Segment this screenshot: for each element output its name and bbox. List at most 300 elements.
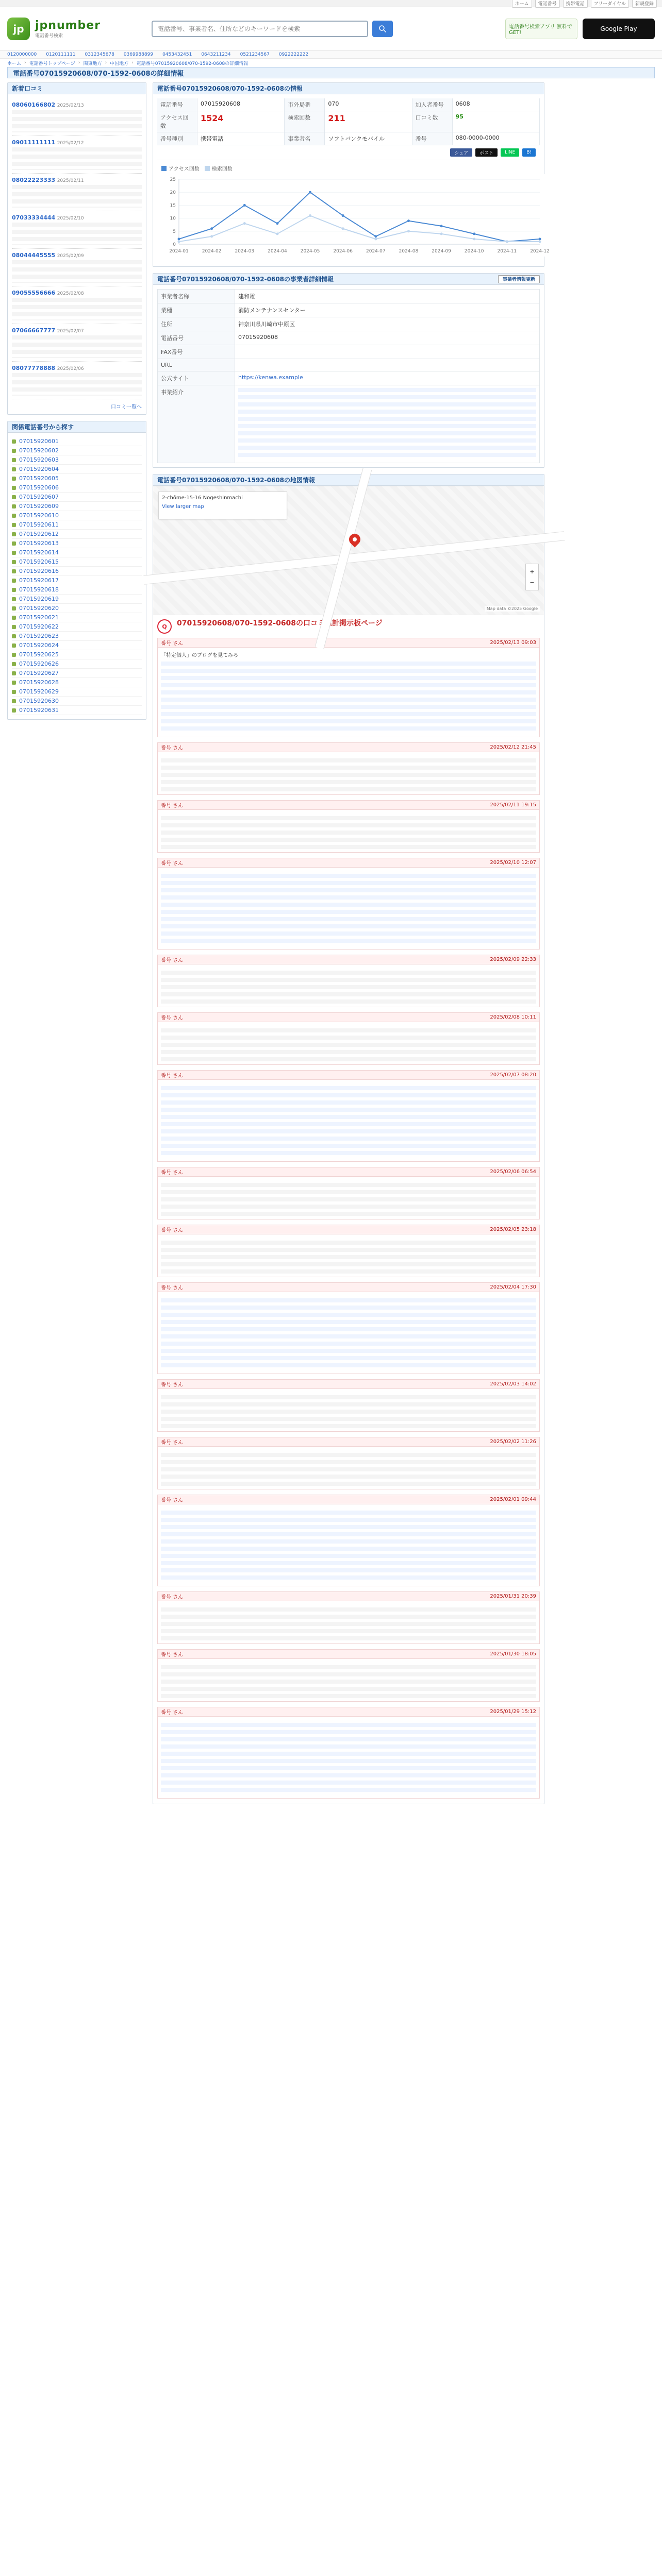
biz-value (235, 385, 540, 463)
biz-row (158, 303, 540, 317)
biz-row (158, 359, 540, 371)
feed-number[interactable]: 07033334444 (12, 214, 56, 221)
bullet-icon (12, 449, 16, 453)
phone-line-item[interactable]: 0922222222 (278, 52, 309, 57)
map[interactable] (153, 486, 544, 615)
page-title: 電話番号07015920608/070-1592-0608の詳細情報 (7, 67, 655, 78)
area-number-item[interactable] (12, 576, 142, 585)
bullet-icon (12, 597, 16, 601)
area-number-item[interactable] (12, 641, 142, 650)
biz-value: 消防メンテナンスセンター (235, 303, 540, 317)
area-number[interactable]: 07015920611 (19, 521, 59, 528)
comment-text-placeholder (161, 1607, 536, 1640)
area-number[interactable]: 07015920601 (19, 438, 59, 445)
feed-text-placeholder (12, 110, 142, 132)
main-column (153, 82, 550, 1810)
area-number[interactable]: 07015920610 (19, 512, 59, 519)
search-icon (378, 24, 387, 33)
bullet-icon (12, 579, 16, 583)
legend-label: アクセス回数 (169, 166, 200, 172)
breadcrumb-item[interactable]: 電話番号トップページ (29, 61, 75, 66)
biz-row (158, 290, 540, 303)
area-number[interactable]: 07015920622 (19, 623, 59, 630)
area-number-item[interactable] (12, 567, 142, 576)
comment-header (158, 1437, 539, 1447)
more-comments-link[interactable]: 口コミ一覧へ (111, 404, 142, 410)
breadcrumb-separator: › (24, 60, 26, 65)
map-attribution: Map data ©2025 Google (485, 606, 540, 612)
area-number-item[interactable] (12, 493, 142, 502)
comment-author: 番号 さん (161, 861, 184, 867)
data-point (506, 240, 508, 243)
data-point (407, 230, 410, 232)
comment-date: 2025/02/04 17:30 (490, 1284, 536, 1290)
area-number-item[interactable] (12, 613, 142, 622)
area-number[interactable]: 07015920625 (19, 651, 59, 658)
data-point (210, 235, 213, 238)
comment-date: 2025/02/13 09:03 (490, 640, 536, 646)
feed-text-placeholder (12, 147, 142, 170)
area-number-item[interactable] (12, 465, 142, 474)
info-value: 070 (325, 98, 412, 111)
feed-date: 2025/02/12 (57, 141, 84, 146)
feed-date: 2025/02/07 (57, 329, 84, 334)
feed-text-placeholder (12, 298, 142, 320)
biz-row (158, 331, 540, 345)
top-link-freecall[interactable]: フリーダイヤル (591, 0, 629, 8)
qa-icon: Q (157, 619, 172, 634)
comment-author: 番号 さん (161, 1073, 184, 1079)
area-number[interactable]: 07015920607 (19, 494, 59, 500)
comment-text-placeholder (161, 662, 536, 734)
bullet-icon (12, 634, 16, 638)
x-tick-label: 2024-09 (432, 249, 451, 254)
comment-body (158, 1177, 539, 1219)
area-number[interactable]: 07015920614 (19, 549, 59, 556)
top-link-register[interactable]: 新規登録 (632, 0, 657, 8)
comment-header (158, 1225, 539, 1234)
comment-text-placeholder (161, 1028, 536, 1061)
app-promo[interactable] (505, 19, 577, 39)
area-number[interactable]: 07015920628 (19, 679, 59, 686)
phone-line-item[interactable]: 0643211234 (201, 52, 231, 57)
phone-line-item[interactable]: 0120111111 (46, 52, 76, 57)
biz-value: 07015920608 (235, 331, 540, 345)
x-tick-label: 2024-03 (235, 249, 255, 254)
breadcrumb-item-current: 電話番号07015920608/070-1592-0608の詳細情報 (136, 61, 249, 66)
comment-author: 番号 さん (161, 1498, 184, 1503)
info-grid (157, 98, 540, 145)
x-tick-label: 2024-11 (497, 249, 517, 254)
biz-key: 事業紹介 (158, 385, 235, 463)
data-point (276, 222, 278, 225)
feed-number[interactable]: 08044445555 (12, 252, 56, 259)
data-point (243, 222, 246, 225)
comment-text-placeholder (161, 1241, 536, 1274)
legend-item (205, 164, 233, 172)
feed-number[interactable]: 08077778888 (12, 365, 56, 371)
comment-date: 2025/02/05 23:18 (490, 1227, 536, 1232)
comments-title: 07015920608/070-1592-0608の口コミ累計掲示板ページ (177, 619, 383, 628)
data-point (473, 232, 475, 235)
data-point (440, 232, 443, 235)
area-number[interactable]: 07015920617 (19, 577, 59, 584)
phone-line-item[interactable]: 0312345678 (85, 52, 114, 57)
biz-value (235, 371, 540, 385)
area-number[interactable]: 07015920609 (19, 503, 59, 510)
comment-header (158, 1167, 539, 1177)
feed-item[interactable] (12, 211, 142, 249)
comment-body (158, 648, 539, 737)
share-x-button[interactable]: ポスト (475, 148, 498, 157)
bullet-icon (12, 690, 16, 694)
comment-author: 番号 さん (161, 958, 184, 963)
data-point (342, 227, 344, 230)
bullet-icon (12, 532, 16, 536)
feed-date: 2025/02/06 (57, 366, 84, 371)
feed-number[interactable]: 08022223333 (12, 177, 56, 183)
area-number[interactable]: 07015920630 (19, 698, 59, 704)
comment-date: 2025/02/08 10:11 (490, 1014, 536, 1020)
info-panel (153, 82, 550, 267)
area-number[interactable]: 07015920619 (19, 596, 59, 602)
breadcrumb-item[interactable]: 関東地方 (83, 61, 102, 66)
biz-row (158, 345, 540, 359)
biz-row (158, 371, 540, 385)
area-number[interactable]: 07015920626 (19, 660, 59, 667)
area-number[interactable]: 07015920621 (19, 614, 59, 621)
bullet-icon (12, 477, 16, 481)
data-point (210, 227, 213, 230)
app-promo-text: 電話番号検索アプリ 無料でGET! (509, 24, 572, 36)
comment-date: 2025/02/06 06:54 (490, 1169, 536, 1175)
comment-body (158, 1022, 539, 1064)
legend-swatch (205, 166, 210, 171)
bullet-icon (12, 569, 16, 573)
comment-text-placeholder (161, 1086, 536, 1158)
area-number-item[interactable] (12, 539, 142, 548)
biz-edit-button[interactable]: 事業者情報更新 (498, 275, 540, 283)
feed-item[interactable] (12, 286, 142, 324)
bullet-icon (12, 588, 16, 592)
x-tick-label: 2024-06 (333, 249, 353, 254)
comment-text-placeholder (161, 1395, 536, 1428)
bullet-icon (12, 541, 16, 546)
phone-line-item[interactable]: 0120000000 (7, 52, 37, 57)
bullet-icon (12, 708, 16, 713)
comment-first-line: 「特定個人」のブログを見てみろ (161, 653, 238, 658)
map-info-card[interactable] (158, 492, 287, 519)
area-number[interactable]: 07015920615 (19, 558, 59, 565)
feed-item[interactable] (12, 324, 142, 362)
comments-head (153, 615, 544, 638)
comment-body (158, 964, 539, 1007)
y-tick-label: 0 (173, 242, 176, 247)
feed-number[interactable]: 09011111111 (12, 139, 56, 146)
area-number[interactable]: 07015920613 (19, 540, 59, 547)
feed-number[interactable]: 07066667777 (12, 327, 56, 334)
feed-text-placeholder (12, 335, 142, 358)
y-tick-label: 5 (173, 229, 176, 234)
map-card-link[interactable]: View larger map (162, 504, 204, 510)
legend-swatch (161, 166, 167, 171)
info-value: 07015920608 (197, 98, 285, 111)
comment-header (158, 1071, 539, 1080)
area-numbers-panel (7, 421, 146, 720)
x-tick-label: 2024-07 (366, 249, 386, 254)
share-facebook-button[interactable]: シェア (450, 148, 472, 157)
biz-key: 公式サイト (158, 371, 235, 385)
feed-date: 2025/02/11 (57, 178, 84, 183)
area-number-item[interactable] (12, 687, 142, 697)
share-line-button[interactable]: LINE (501, 148, 519, 157)
feed-date: 2025/02/13 (57, 103, 84, 108)
google-play-text: Google Play (600, 25, 637, 32)
data-point (539, 240, 541, 243)
area-number[interactable]: 07015920627 (19, 670, 59, 676)
area-number-item[interactable] (12, 706, 142, 715)
logo-mark-icon: jp (7, 18, 30, 40)
comment (157, 1282, 540, 1374)
access-chart (161, 174, 550, 257)
comment-header (158, 1283, 539, 1292)
data-point (309, 214, 311, 217)
comment (157, 1379, 540, 1432)
bullet-icon (12, 643, 16, 648)
biz-key: 住所 (158, 317, 235, 331)
comment-author: 番号 さん (161, 1440, 184, 1446)
data-point (374, 238, 377, 240)
bullet-icon (12, 671, 16, 675)
share-hatena-button[interactable]: B! (522, 148, 536, 157)
feed-item[interactable] (12, 98, 142, 136)
comment-date: 2025/01/31 20:39 (490, 1594, 536, 1599)
area-number[interactable]: 07015920612 (19, 531, 59, 537)
latest-comments-title: 新着口コミ (8, 83, 146, 94)
comment-date: 2025/02/10 12:07 (490, 860, 536, 866)
zoom-out-button[interactable]: − (529, 579, 535, 586)
access-count: 1524 (197, 111, 285, 132)
comment-author: 番号 さん (161, 803, 184, 809)
area-number-item[interactable] (12, 650, 142, 659)
breadcrumb-item[interactable]: ホーム (7, 61, 22, 66)
area-number-item[interactable] (12, 446, 142, 455)
comment-header (158, 1380, 539, 1389)
feed-item[interactable] (12, 136, 142, 174)
comment-body (158, 1601, 539, 1643)
logo-text (35, 19, 101, 39)
latest-comments-body (8, 94, 146, 414)
comment-author: 番号 さん (161, 745, 184, 751)
bullet-icon (12, 560, 16, 564)
comment-header (158, 1495, 539, 1504)
area-number[interactable]: 07015920631 (19, 707, 59, 714)
area-number[interactable]: 07015920620 (19, 605, 59, 612)
comment-text-placeholder (161, 1665, 536, 1698)
area-number-item[interactable] (12, 632, 142, 641)
feed-item[interactable] (12, 174, 142, 211)
area-number-item[interactable] (12, 595, 142, 604)
logo-sub: 電話番号検索 (35, 33, 63, 39)
feed-number[interactable]: 08060166802 (12, 101, 56, 108)
area-number-item[interactable] (12, 483, 142, 493)
biz-desc-placeholder (238, 388, 536, 460)
header (0, 7, 662, 50)
comment-text-placeholder (161, 816, 536, 849)
comment-author: 番号 さん (161, 1015, 184, 1021)
legend-label: 検索回数 (211, 166, 233, 172)
chart-legend (161, 164, 536, 172)
bullet-icon (12, 495, 16, 499)
bullet-icon (12, 504, 16, 509)
area-number-item[interactable] (12, 530, 142, 539)
search-button[interactable] (372, 21, 393, 37)
comment-date: 2025/01/29 15:12 (490, 1709, 536, 1715)
comment-body (158, 1504, 539, 1586)
comment-text-placeholder (161, 758, 536, 791)
comment (157, 1012, 540, 1065)
data-point (342, 214, 344, 217)
phone-line-item[interactable]: 0521234567 (240, 52, 270, 57)
comment-text-placeholder (161, 1453, 536, 1486)
breadcrumb-separator: › (78, 60, 80, 65)
area-number-item[interactable] (12, 548, 142, 557)
comment-text-placeholder (161, 971, 536, 1004)
data-point (309, 191, 311, 194)
info-key: 検索回数 (285, 111, 325, 132)
feed-text-placeholder (12, 185, 142, 208)
comment (157, 800, 540, 853)
comment-author: 番号 さん (161, 1382, 184, 1388)
y-tick-label: 20 (170, 190, 176, 196)
legend-item (161, 164, 200, 172)
y-tick-label: 15 (170, 203, 176, 209)
area-number[interactable]: 07015920603 (19, 456, 59, 463)
google-play-badge[interactable] (583, 19, 655, 39)
site-logo[interactable] (7, 18, 141, 40)
comment-date: 2025/02/01 09:44 (490, 1497, 536, 1502)
comment-count: 95 (453, 111, 540, 132)
bullet-icon (12, 458, 16, 462)
area-number[interactable]: 07015920602 (19, 447, 59, 454)
comment-author: 番号 さん (161, 641, 184, 647)
phone-line-item[interactable]: 0369988899 (123, 52, 154, 57)
comment-author: 番号 さん (161, 1228, 184, 1233)
comment-header (158, 955, 539, 964)
info-key: 電話番号 (157, 98, 197, 111)
feed-item[interactable] (12, 362, 142, 399)
comment-text-placeholder (161, 1183, 536, 1216)
comment-body (158, 752, 539, 794)
search-input[interactable] (152, 21, 368, 37)
area-number-item[interactable] (12, 557, 142, 567)
area-number[interactable]: 07015920629 (19, 688, 59, 695)
area-number-item[interactable] (12, 474, 142, 483)
search (152, 21, 505, 37)
biz-site-link[interactable]: https://kenwa.example (238, 374, 303, 381)
area-number-item[interactable] (12, 520, 142, 530)
bullet-icon (12, 625, 16, 629)
area-number-item[interactable] (12, 622, 142, 632)
feed-item[interactable] (12, 249, 142, 286)
comment (157, 1591, 540, 1644)
data-point (473, 238, 475, 240)
top-link-phone[interactable]: 電話番号 (535, 0, 560, 8)
phone-line-item[interactable]: 0453432451 (162, 52, 192, 57)
x-tick-label: 2024-12 (530, 249, 550, 254)
logo-name: jpnumber (35, 19, 101, 32)
biz-panel (153, 273, 544, 468)
area-number-item[interactable] (12, 437, 142, 446)
biz-body (153, 285, 544, 467)
area-number-item[interactable] (12, 511, 142, 520)
data-point (276, 232, 278, 235)
header-promos (505, 19, 655, 39)
zoom-in-button[interactable]: + (529, 568, 535, 575)
comment-body (158, 1659, 539, 1701)
top-link-home[interactable]: ホーム (512, 0, 532, 8)
info-key: アクセス回数 (157, 111, 197, 132)
comment (157, 858, 540, 950)
bullet-icon (12, 662, 16, 666)
biz-key: 電話番号 (158, 331, 235, 345)
feed-text-placeholder (12, 223, 142, 245)
area-number-item[interactable] (12, 604, 142, 613)
feed-text-placeholder (12, 373, 142, 396)
area-number-item[interactable] (12, 455, 142, 465)
area-number[interactable]: 07015920604 (19, 466, 59, 472)
comment-text-placeholder (161, 1723, 536, 1795)
comment-header (158, 858, 539, 868)
info-key: 番号種別 (157, 132, 197, 145)
x-tick-label: 2024-01 (169, 249, 189, 254)
area-number-item[interactable] (12, 669, 142, 678)
latest-comments-panel (7, 82, 146, 415)
area-number-item[interactable] (12, 678, 142, 687)
info-value: ソフトバンクモバイル (325, 132, 412, 145)
area-number[interactable]: 07015920623 (19, 633, 59, 639)
comment (157, 1070, 540, 1162)
comment-body (158, 1447, 539, 1489)
x-tick-label: 2024-02 (202, 249, 222, 254)
data-point (407, 219, 410, 222)
breadcrumb-separator: › (105, 60, 107, 65)
info-value: 0608 (453, 98, 540, 111)
top-link-mobile[interactable]: 携帯電話 (563, 0, 588, 8)
comment (157, 1167, 540, 1219)
bullet-icon (12, 514, 16, 518)
breadcrumb-item[interactable]: 中国地方 (110, 61, 129, 66)
info-key: 口コミ数 (412, 111, 453, 132)
area-number[interactable]: 07015920605 (19, 475, 59, 482)
bullet-icon (12, 467, 16, 471)
biz-value (235, 345, 540, 359)
area-number[interactable]: 07015920616 (19, 568, 59, 574)
biz-table (157, 289, 540, 463)
area-number-item[interactable] (12, 697, 142, 706)
comment-header (158, 743, 539, 752)
chart-wrap (157, 160, 550, 262)
area-number-item[interactable] (12, 585, 142, 595)
area-number-item[interactable] (12, 502, 142, 511)
area-number[interactable]: 07015920624 (19, 642, 59, 649)
area-number-item[interactable] (12, 659, 142, 669)
area-number[interactable]: 07015920618 (19, 586, 59, 593)
area-number[interactable]: 07015920606 (19, 484, 59, 491)
comment-header (158, 638, 539, 648)
feed-number[interactable]: 09055556666 (12, 290, 56, 296)
comment-header (158, 801, 539, 810)
